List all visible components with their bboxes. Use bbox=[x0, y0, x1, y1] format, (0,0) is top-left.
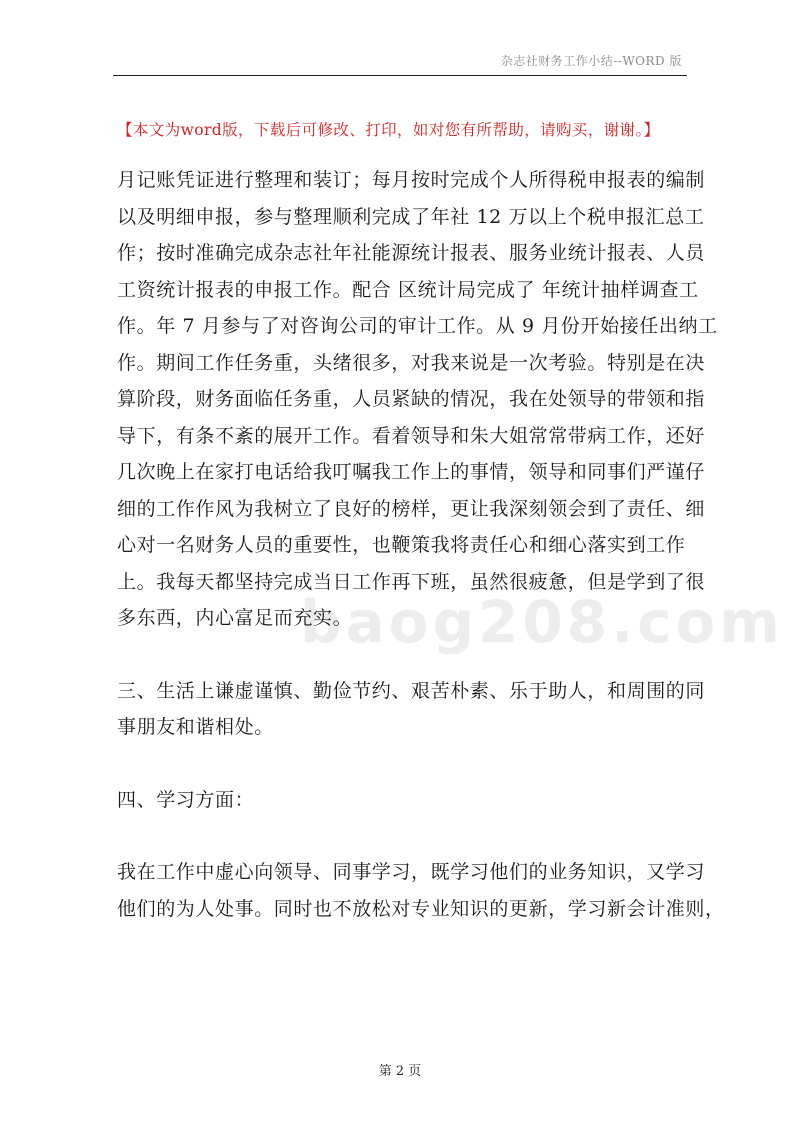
text-line: 作。年 7 月参与了对咨询公司的审计工作。从 9 月份开始接任出纳工 bbox=[117, 315, 718, 337]
text-line: 以及明细申报，参与整理顺利完成了年社 12 万以上个税申报汇总工 bbox=[117, 205, 705, 228]
text-line: 他们的为人处事。同时也不放松对专业知识的更新，学习新会计准则， bbox=[117, 897, 725, 920]
download-notice: 【本文为word版，下载后可修改、打印，如对您有所帮助，请购买，谢谢。】 bbox=[117, 121, 660, 139]
text-line: 心对一名财务人员的重要性，也鞭策我将责任心和细心落实到工作 bbox=[117, 534, 686, 556]
page-header-title: 杂志社财务工作小结--WORD 版 bbox=[500, 54, 682, 68]
document-body bbox=[117, 162, 725, 927]
text-line: 细的工作作风为我树立了良好的榜样，更让我深刻领会到了责任、细 bbox=[117, 497, 706, 520]
paragraph bbox=[117, 162, 718, 637]
text-line: 四、学习方面： bbox=[117, 788, 255, 811]
text-line: 月记账凭证进行整理和装订；每月按时完成个人所得税申报表的编制 bbox=[117, 169, 706, 191]
text-line: 三、生活上谦虚谨慎、勤俭节约、艰苦朴素、乐于助人，和周围的同 bbox=[117, 679, 706, 702]
paragraph-gap bbox=[117, 746, 683, 782]
header-divider bbox=[113, 75, 687, 76]
paragraph-gap bbox=[117, 637, 683, 673]
text-line: 算阶段，财务面临任务重，人员紧缺的情况，我在处领导的带领和指 bbox=[117, 388, 706, 410]
paragraph bbox=[117, 854, 725, 927]
text-line: 上。我每天都坚持完成当日工作再下班，虽然很疲惫，但是学到了很 bbox=[117, 570, 706, 593]
text-line: 导下，有条不紊的展开工作。看着领导和朱大姐常常带病工作，还好 bbox=[117, 424, 706, 447]
paragraph bbox=[117, 782, 683, 819]
text-line: 我在工作中虚心向领导、同事学习，既学习他们的业务知识，又学习 bbox=[117, 861, 706, 883]
text-line: 事朋友和谐相处。 bbox=[117, 716, 274, 738]
text-line: 作。期间工作任务重，头绪很多，对我来说是一次考验。特别是在决 bbox=[117, 351, 706, 374]
page-number: 第 2 页 bbox=[378, 1064, 422, 1079]
text-line: 多东西，内心富足而充实。 bbox=[117, 607, 353, 629]
watermark: baog208.com bbox=[300, 588, 784, 656]
text-line: 几次晚上在家打电话给我叮嘱我工作上的事情，领导和同事们严谨仔 bbox=[117, 461, 706, 483]
paragraph-gap bbox=[117, 818, 683, 854]
text-line: 工资统计报表的申报工作。配合 区统计局完成了 年统计抽样调查工 bbox=[117, 278, 699, 301]
text-line: 作；按时准确完成杂志社年社能源统计报表、服务业统计报表、人员 bbox=[117, 242, 706, 264]
paragraph bbox=[117, 673, 706, 746]
